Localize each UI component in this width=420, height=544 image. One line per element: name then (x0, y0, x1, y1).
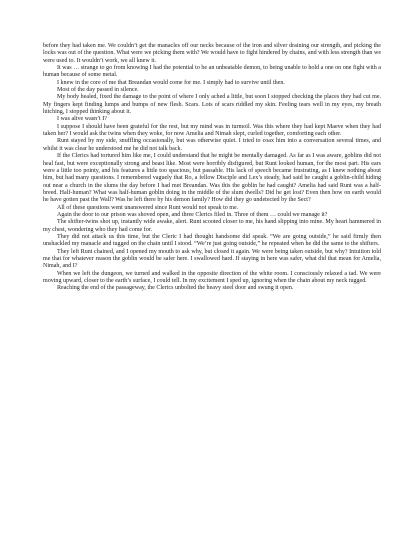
paragraph-16: Reaching the end of the passageway, the Clerics unbolted the heavy steel door and swung it open. (57, 285, 294, 292)
paragraph-4: Most of the day passed in silence. (57, 87, 139, 94)
paragraph-3: I knew in the core of me that Breandan would come for me. I simply had to survive until then. (57, 79, 285, 86)
paragraph-10: All of these questions went unanswered since Runt would not speak to me. (57, 204, 239, 211)
paragraph-2: It was … strange to go from knowing I had the potential to be an unbeatable demon, to being unable to hold a one on one fight with a human because of some metal. (43, 65, 381, 79)
paragraph-11: Again the door to our prison was shoved open, and three Clerics filed in. Three of them … could we manage it? (57, 211, 328, 218)
paragraph-14: They left Runt chained, and I opened my mouth to ask why, but closed it again. We were being taken outside, but why? Intuition told me that for whatever reason the goblin would be safer here. I swallowed hard. If staying in here was safer, what did that mean for Amelia, Nimah, and I? (43, 248, 381, 270)
paragraph-12: The shifter-twins shot up, instantly wide awake, alert. Runt scooted closer to me, his hand slipping into mine. My heart hammered in my chest, wondering who they had come for. (43, 219, 381, 233)
paragraph-15: When we left the dungeon, we turned and walked in the opposite direction of the white room. I consciously relaxed a tad. We were moving upward, closer to the earth’s surface, I could tell. In my excitement I sped up, ignoring when the chain about my neck tugged. (43, 270, 381, 284)
paragraph-6: I was alive wasn’t I? (57, 116, 107, 123)
paragraph-1: before they had taken me. We couldn’t get the manacles off our necks because of the iron and silver draining our strength, and picking the locks was out of the question. What were we picking them with? We would have to fight hindered by chains, and with less strength than we were used to. It wouldn’t work, we all knew it. (43, 43, 381, 64)
paragraph-5: My body healed, fixed the damage to the point of where I only ached a little, but soon I stopped checking the places they had cut me. My fingers kept finding lumps and bumps of new flesh. Scars. Lots of scars riddled my skin. Feeling tears well in my eyes, my breath hitching, I stopped thinking about it. (43, 94, 381, 116)
paragraph-13: They did not attack us this time, but the Cleric I had thought handsome did speak. “We are going outside,” he said firmly then unshackled my manacle and tugged on the chain until I stood. “We’re just going outside,” he repeated when he did the same to the shifters. (43, 233, 381, 248)
document-page (43, 43, 381, 293)
paragraph-9: If the Clerics had tortured him like me, I could understand that he might be mentally damaged. As far as I was aware, goblins did not heal fast, but were exceptionally strong and beast like. Most were horribly disfigured, but Runt looked human, for the most part. His ears were a little too pointy, and his features a little too spacious, but passable. His lack of speech became frustrating, as I knew nothing about him, but had many questions. I remembered vaguely that Ro, a fellow Disciple and Lex’s steady, had said he caught a goblin-child hiding out near a church in the slums the day before I had met Breandan. Was this the goblin he had caught? Amelia had said Runt was a half-breed. Half-human? What was half-human goblin doing in the middle of the slum dwells? Did he get lost? Even then how on earth would he have gotten past the Wall? Was he left there by his demon family? How did they go undetected by the Sect? (43, 153, 381, 204)
paragraph-7: I suppose I should have been grateful for the rest, but my mind was in turmoil. Was this where they had kept Maeve when they had taken her? I would ask the twins when they woke, for now Amelia and Nimah slept, curled together, comforting each other. (43, 123, 381, 138)
paragraph-8: Runt stayed by my side, snuffling occasionally, but was otherwise quiet. I tried to coax him into a conversation several times, and whilst it was clear he understood me he did not talk back. (43, 138, 381, 152)
